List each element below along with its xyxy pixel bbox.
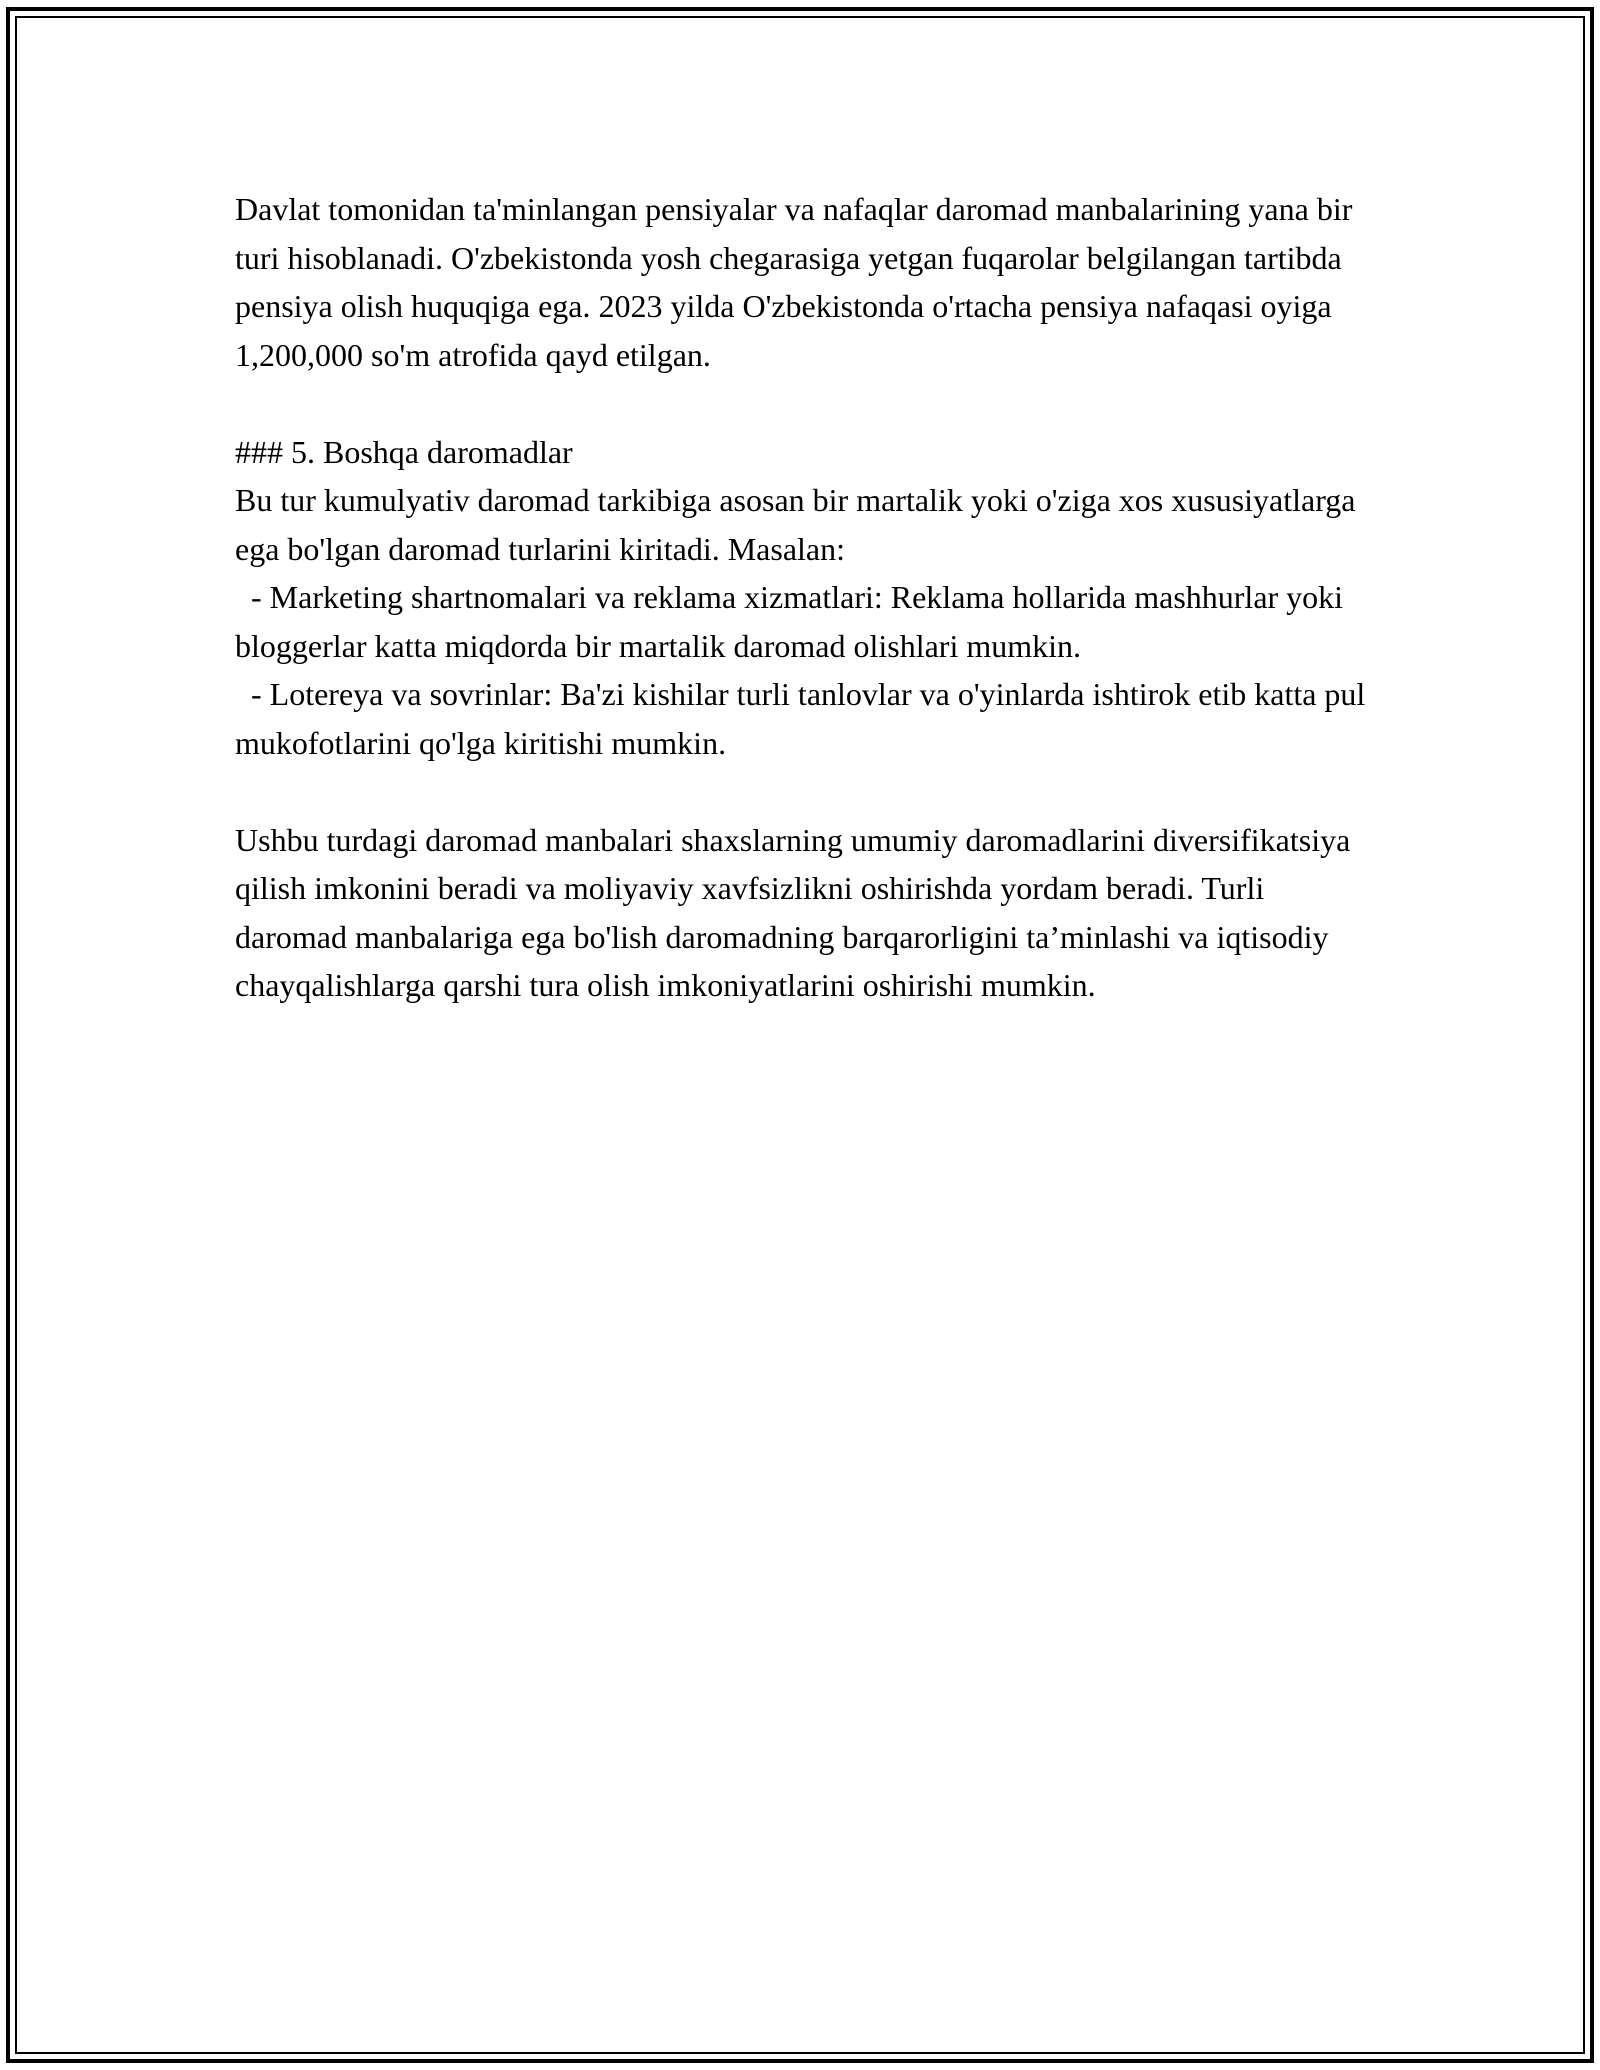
paragraph-other-income: Bu tur kumulyativ daromad tarkibiga asosan bir martalik yoki o'ziga xos xususiyatlarga ega bo'lgan daromad turlarini kiritadi. Masalan: <box>235 482 1364 567</box>
bullet-marketing: - Marketing shartnomalari va reklama xizmatlari: Reklama hollarida mashhurlar yoki bloggerlar katta miqdorda bir martalik daromad olishlari mumkin. <box>235 579 1352 664</box>
paragraph-conclusion: Ushbu turdagi daromad manbalari shaxslarning umumiy daromadlarini diversifikatsiya qilish imkonini beradi va moliyaviy xavfsizlikni oshirishda yordam beradi. Turli daromad manbalariga ega bo'lish daromadning barqarorligini ta’minlashi va iqtisodiy chayqalishlarga qarshi tura olish imkoniyatlarini oshirishi mumkin. <box>235 821 1359 1003</box>
paragraph-spacer <box>235 767 1375 816</box>
section-heading: ### 5. Boshqa daromadlar <box>235 433 573 470</box>
paragraph-spacer <box>235 379 1375 428</box>
paragraph-pensions: Davlat tomonidan ta'minlangan pensiyalar va nafaqlar daromad manbalarining yana bir turi hisoblanadi. O'zbekistonda yosh chegarasiga yetgan fuqarolar belgilangan tartibda pensiya olish huquqiga ega. 2023 yilda O'zbekistonda o'rtacha pensiya nafaqasi oyiga 1,200,000 so'm atrofida qayd etilgan. <box>235 191 1361 373</box>
document-body <box>235 185 1375 1010</box>
bullet-lottery: - Lotereya va sovrinlar: Ba'zi kishilar turli tanlovlar va o'yinlarda ishtirok etib katta pul mukofotlarini qo'lga kiritishi mumkin. <box>235 676 1374 761</box>
